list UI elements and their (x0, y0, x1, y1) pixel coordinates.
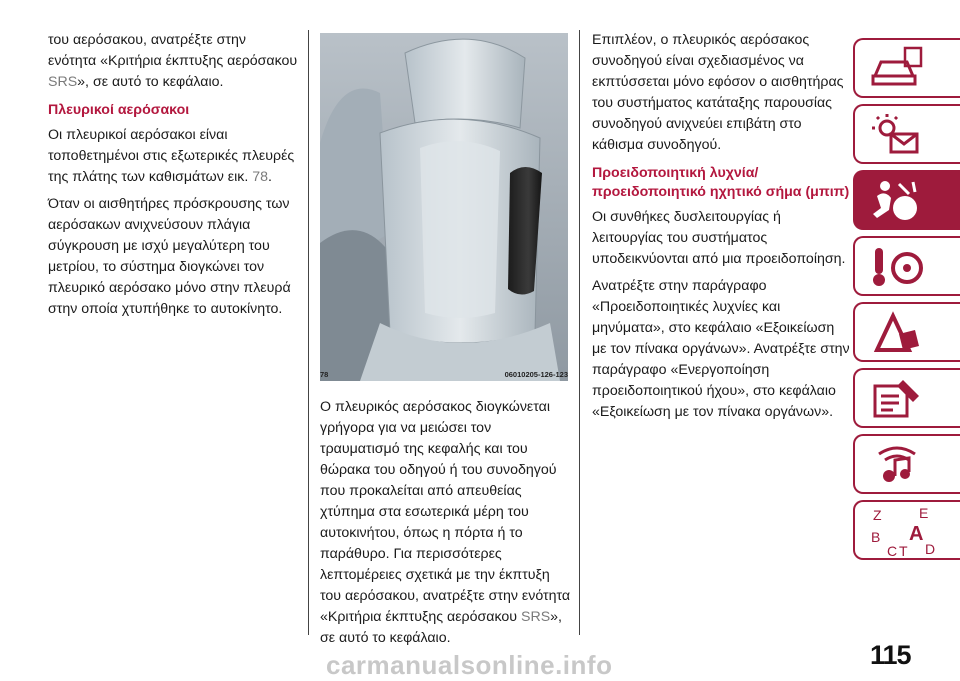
starting-driving-icon (869, 244, 925, 290)
side-airbag-inflation-paragraph: Ο πλευρικός αερόσακος διογκώνεται γρήγορα για να μειώσει τον τραυματισμό της κεφαλής και του θώρακα του οδηγού ή του συνοδηγού που προκαλείται από απευθείας χτύπημα στα εσωτερικά μέρη του αυτοκινήτου, όπως η πόρτα ή το παράθυρο. Για περισσότερες λεπτομέρειες σχετικά με την έκπτυξη του αερόσακου, ανατρέξτε στην ενότητα «Κριτήρια έκπτυξης αερόσακου SRS», σε αυτό το κεφάλαιο. (320, 399, 571, 646)
index-letter: C (887, 543, 898, 559)
malfunction-paragraph: Οι συνθήκες δυσλειτουργίας ή λειτουργίας του συστήματος υποδεικνύονται από μια προειδοποίηση. (592, 209, 846, 267)
index-letter: E (919, 505, 929, 521)
tab-warning-lights[interactable] (853, 104, 960, 164)
car-dashboard-icon (869, 46, 925, 92)
tab-index[interactable] (853, 500, 960, 560)
tab-emergency[interactable] (853, 302, 960, 362)
tab-airbag-safety[interactable] (853, 170, 960, 230)
index-letter: D (925, 541, 936, 557)
crash-sensors-paragraph: Όταν οι αισθητήρες πρόσκρουσης των αερόσακων ανιχνεύσουν πλάγια σύγκρουση με ισχύ μεγαλύτερη του μετρίου, το σύστημα διογκώνει τον πλευρικό αερόσακο μόνο στην πλευρά στην οποία χτυπήθηκε το αυτοκίνητο. (48, 196, 291, 317)
figure-code: 06010205-126-123 (504, 370, 568, 379)
watermark: carmanualsonline.info (326, 650, 613, 680)
passenger-airbag-paragraph: Επιπλέον, ο πλευρικός αερόσακος συνοδηγού είναι σχεδιασμένος να εκπτύσσεται μόνο εφόσον ο αισθητήρας του συστήματος κατάταξης παρουσίας συνοδηγού ανιχνεύει επιβάτη στο κάθισμα συνοδηγού. (592, 32, 844, 153)
tab-maintenance[interactable] (853, 368, 960, 428)
warning-light-heading: Προειδοποιητική λυχνία/ προειδοποιητικό ηχητικό σήμα (μπιπ) (592, 165, 850, 200)
warning-lights-icon (869, 112, 925, 158)
figure-caption (320, 368, 568, 381)
tab-car-dashboard[interactable] (853, 38, 960, 98)
intro-paragraph: του αερόσακου, ανατρέξτε στην ενότητα «Κριτήρια έκπτυξης αερόσακου SRS», σε αυτό το κεφάλαιο. (48, 32, 298, 90)
text-column-left (48, 30, 298, 326)
text-column-right (592, 30, 852, 429)
seat-illustration (320, 33, 568, 381)
srs-term: SRS (521, 609, 551, 625)
page-number: 115 (870, 640, 911, 670)
airbag-safety-icon (869, 178, 925, 224)
side-airbags-heading: Πλευρικοί αερόσακοι (48, 102, 190, 118)
index-letter: Z (873, 507, 882, 523)
see-also-paragraph: Ανατρέξτε στην παράγραφο «Προειδοποιητικές λυχνίες και μηνύματα», στο κεφάλαιο «Εξοικείωση με τον πίνακα οργάνων». Ανατρέξτε στην παράγραφο «Ενεργοποίηση προειδοποιητικού ήχου», στο κεφάλαιο «Εξοικείωση με τον πίνακα οργάνων». (592, 278, 850, 420)
index-letter: T (899, 543, 908, 559)
figure-reference[interactable]: 78 (252, 169, 268, 185)
multimedia-icon (869, 442, 925, 488)
column-divider (308, 30, 309, 635)
tab-starting-driving[interactable] (853, 236, 960, 296)
figure-number: 78 (320, 370, 329, 379)
text-column-middle (320, 397, 572, 655)
index-letter: B (871, 529, 881, 545)
index-icon (869, 504, 939, 560)
tab-multimedia[interactable] (853, 434, 960, 494)
emergency-icon (869, 310, 925, 356)
seat-airbag-figure (320, 33, 568, 381)
side-airbags-paragraph: Οι πλευρικοί αερόσακοι είναι τοποθετημένοι στις εξωτερικές πλευρές της πλάτης των καθισμάτων εικ. 78. (48, 127, 295, 185)
maintenance-icon (869, 376, 925, 422)
srs-term: SRS (48, 74, 78, 90)
column-divider (579, 30, 580, 635)
index-letter: A (909, 523, 924, 545)
